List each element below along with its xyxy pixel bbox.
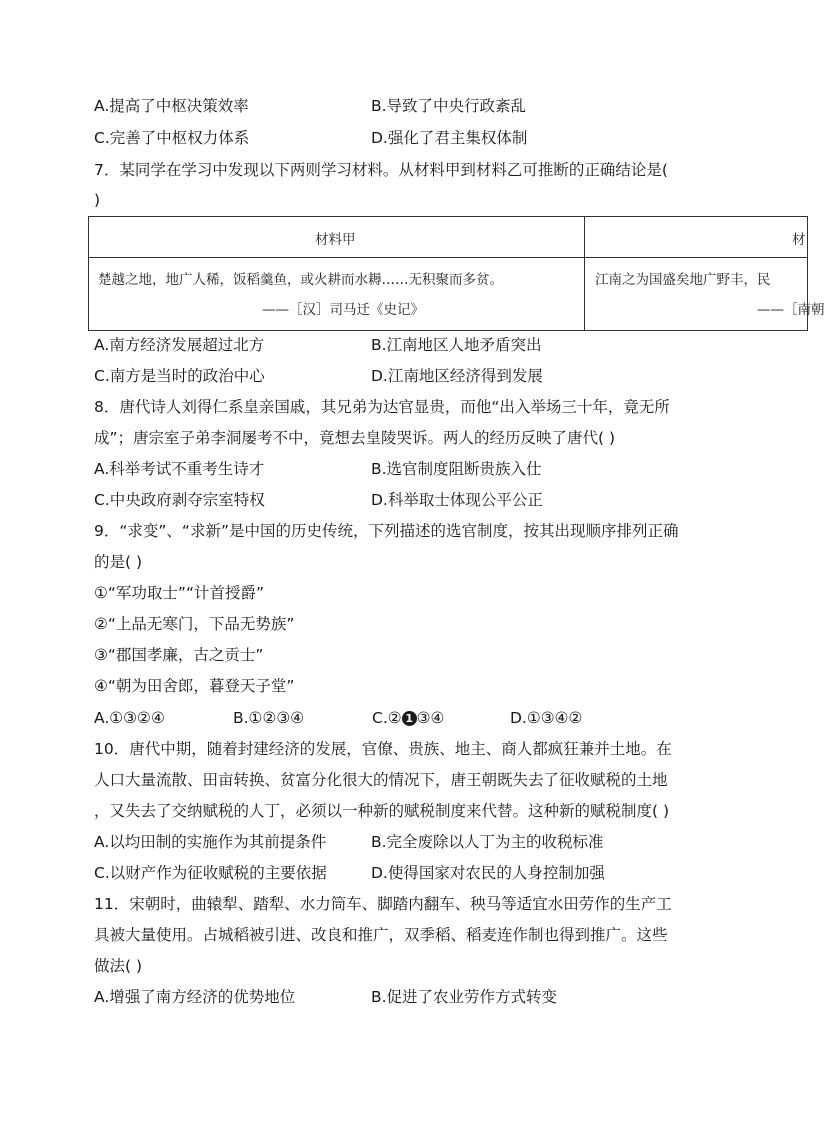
table-divider-vertical bbox=[584, 217, 585, 330]
q10-stem-line1: 10．唐代中期，随着封建经济的发展，官僚、贵族、地主、商人都疯狂兼并土地。在 bbox=[94, 740, 672, 758]
q11-stem-line2: 具被大量使用。占城稻被引进、改良和推广，双季稻、稻麦连作制也得到推广。这些 bbox=[94, 926, 668, 944]
q7-option-c[interactable]: C.南方是当时的政治中心 bbox=[94, 367, 265, 385]
q10-stem-line2: 人口大量流散、田亩转换、贫富分化很大的情况下，唐王朝既失去了征收赋税的土地 bbox=[94, 771, 668, 789]
q7-option-d[interactable]: D.江南地区经济得到发展 bbox=[371, 367, 543, 385]
q6-option-d[interactable]: D.强化了君主集权体制 bbox=[371, 129, 528, 147]
q11-stem-line3: 做法( ) bbox=[94, 957, 143, 975]
q8-option-a[interactable]: A.科举考试不重考生诗才 bbox=[94, 460, 265, 478]
q9-item-3: ③“郡国孝廉，古之贡士” bbox=[94, 646, 264, 664]
q9-stem-line1: 9．“求变”、“求新”是中国的历史传统，下列描述的选官制度，按其出现顺序排列正确 bbox=[94, 522, 679, 540]
table-header-material-b: 材 bbox=[792, 232, 806, 248]
q9-item-1: ①“军功取士”“计首授爵” bbox=[94, 584, 265, 602]
material-a-source: ——［汉］司马迁《史记》 bbox=[262, 302, 424, 318]
q9-option-c[interactable] bbox=[372, 708, 444, 728]
q9-option-a[interactable]: A.①③②④ bbox=[94, 709, 165, 727]
q8-stem-line1: 8．唐代诗人刘得仁系皇亲国戚，其兄弟为达官显贵，而他“出入举场三十年，竟无所 bbox=[94, 398, 670, 416]
circled-number-one-icon: 1 bbox=[402, 711, 417, 726]
q8-option-b[interactable]: B.选官制度阻断贵族入仕 bbox=[371, 460, 542, 478]
q9-stem-line2: 的是( ) bbox=[94, 553, 143, 571]
q7-stem-line2: ) bbox=[94, 191, 101, 209]
q10-option-c[interactable]: C.以财产作为征收赋税的主要依据 bbox=[94, 864, 327, 882]
q7-option-b[interactable]: B.江南地区人地矛盾突出 bbox=[371, 336, 542, 354]
q8-stem-line2: 成”；唐宗室子弟李洞屡考不中，竟想去皇陵哭诉。两人的经历反映了唐代( ) bbox=[94, 429, 616, 447]
table-header-material-a: 材料甲 bbox=[315, 232, 356, 248]
q9-option-c-prefix: C.② bbox=[372, 709, 402, 727]
q10-option-d[interactable]: D.使得国家对农民的人身控制加强 bbox=[371, 864, 605, 882]
q10-option-b[interactable]: B.完全废除以人丁为主的收税标准 bbox=[371, 833, 604, 851]
material-b-text: 江南之为国盛矣地广野丰，民 bbox=[595, 272, 771, 288]
q9-option-b[interactable]: B.①②③④ bbox=[233, 709, 305, 727]
q7-material-table bbox=[88, 216, 825, 331]
q7-option-a[interactable]: A.南方经济发展超过北方 bbox=[94, 336, 265, 354]
q11-option-a[interactable]: A.增强了南方经济的优势地位 bbox=[94, 988, 296, 1006]
q10-stem-line3: ，又失去了交纳赋税的人丁，必须以一种新的赋税制度来代替。这种新的赋税制度( ) bbox=[94, 802, 670, 820]
q7-stem-line1: 7．某同学在学习中发现以下两则学习材料。从材料甲到材料乙可推断的正确结论是( bbox=[94, 161, 668, 179]
q6-option-a[interactable]: A.提高了中枢决策效率 bbox=[94, 97, 249, 115]
q11-stem-line1: 11．宋朝时，曲辕犁、踏犁、水力筒车、脚踏内翻车、秧马等适宜水田劳作的生产工 bbox=[94, 895, 672, 913]
q8-option-c[interactable]: C.中央政府剥夺宗室特权 bbox=[94, 491, 265, 509]
table-divider-horizontal bbox=[89, 257, 807, 258]
material-a-text: 楚越之地，地广人稀，饭稻羹鱼，或火耕而水耨……无积聚而多贫。 bbox=[98, 272, 503, 288]
q9-option-d[interactable]: D.①③④② bbox=[510, 709, 583, 727]
q6-option-c[interactable]: C.完善了中枢权力体系 bbox=[94, 129, 250, 147]
material-b-source: ——［南朝 bbox=[757, 302, 825, 318]
q9-item-4: ④“朝为田舍郎，暮登天子堂” bbox=[94, 677, 295, 695]
q6-option-b[interactable]: B.导致了中央行政紊乱 bbox=[371, 97, 527, 115]
q9-item-2: ②“上品无寒门，下品无势族” bbox=[94, 615, 295, 633]
q10-option-a[interactable]: A.以均田制的实施作为其前提条件 bbox=[94, 833, 327, 851]
q11-option-b[interactable]: B.促进了农业劳作方式转变 bbox=[371, 988, 558, 1006]
q8-option-d[interactable]: D.科举取士体现公平公正 bbox=[371, 491, 543, 509]
q9-option-c-suffix: ③④ bbox=[416, 709, 445, 727]
